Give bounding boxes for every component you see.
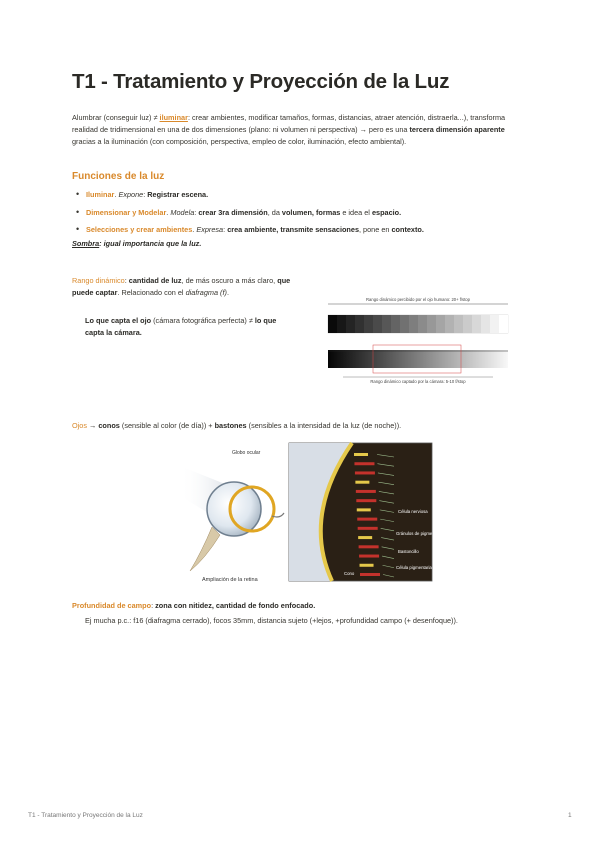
top-caption: Rango dinámico percibido por el ojo humano: 20+ f/stop (366, 297, 470, 302)
list-item (72, 221, 542, 239)
retina-cell (357, 518, 377, 521)
bottom-caption: Rango dinámico captado por la cámara: 5-10 f/stop (370, 379, 466, 384)
intro-paragraph (72, 112, 530, 147)
rango-label: Rango dinámico (72, 276, 125, 285)
ejemplo-line: Ej mucha p.c.: f16 (diafragma cerrado), focos 35mm, distancia sujeto (+lejos, +profundidad campo (+ desenfoque)). (85, 616, 458, 625)
retina-cell (360, 573, 380, 576)
retina-label: Célula nerviosa (398, 509, 428, 514)
gradient-step (328, 315, 337, 333)
rango-paragraph: Rango dinámico: cantidad de luz, de más oscuro a más claro, que puede captar. Relacionado con el diafragma (f). (72, 276, 291, 297)
retina-cell (354, 453, 368, 456)
funciones-heading: Funciones de la luz (72, 171, 165, 182)
profundidad-label: Profundidad de campo (72, 601, 152, 610)
gradient-step (400, 315, 409, 333)
func-bold: espacio. (371, 207, 402, 217)
top-step-bar (328, 315, 508, 333)
sep: : (194, 207, 199, 217)
ojos-label: Ojos (72, 421, 88, 430)
retina-cell (358, 527, 378, 530)
arrow: → (87, 421, 99, 430)
retina-cell (356, 490, 376, 493)
loque-bold: Lo que capta el ojo (85, 316, 152, 325)
sep: . (166, 207, 171, 217)
loque-text: (cámara fotográfica perfecta) ≠ (151, 316, 255, 325)
retina-label: Gránulos de pigmento (396, 531, 439, 536)
retina-cell (355, 481, 369, 484)
gradient-step (490, 315, 499, 333)
func-verb: Expone (118, 190, 144, 199)
sombra-term: Sombra (72, 239, 100, 248)
gradient-step (445, 315, 454, 333)
loque-bold: lo que capta la cámara. (85, 316, 277, 337)
gradient-step (454, 315, 463, 333)
list-item (72, 204, 542, 222)
ojos-bold: conos (98, 421, 120, 430)
sombra-line (72, 239, 201, 248)
retina-cell (359, 545, 379, 548)
func-bold: volumen, formas (281, 207, 341, 217)
func-bold: crear 3ra dimensión (198, 207, 268, 217)
sep: . (192, 225, 197, 234)
dynamic-range-figure (318, 294, 518, 388)
iluminar-term: iluminar (159, 113, 188, 122)
rango-text: . Relacionado con el (117, 287, 186, 297)
retina-panel (289, 443, 439, 581)
sep: . (114, 190, 119, 199)
retina-cell (358, 536, 372, 539)
gradient-step (337, 315, 346, 333)
gradient-step (472, 315, 481, 333)
page-number: 1 (568, 812, 572, 819)
retina-cell (360, 564, 374, 567)
rango-italic: diafragma (f) (185, 287, 227, 297)
rango-text: , de más oscuro a más claro, (181, 276, 278, 285)
rango-text: . (226, 287, 229, 297)
intro-text-3: gracias a la iluminación (con composición, perspectiva, empleo de color, iluminación, efecto ambiental). (72, 136, 407, 146)
func-bold: contexto. (391, 225, 424, 234)
bottom-gradient-bar (328, 350, 508, 368)
func-bold: crea ambiente, transmite sensaciones (227, 225, 359, 234)
label-ampliacion: Ampliación de la retina (202, 577, 258, 583)
gradient-step (346, 315, 355, 333)
retina-cell (356, 499, 376, 502)
retina-label: Célula pigmentaria (396, 565, 432, 570)
gradient-step (355, 315, 364, 333)
retina-label: Bastoncillo (398, 549, 419, 554)
optic-nerve (190, 527, 220, 571)
rango-bold: cantidad de luz (128, 276, 182, 285)
retina-cell (357, 508, 371, 511)
gradient-step (463, 315, 472, 333)
func-text: , da (267, 207, 282, 217)
gradient-step (373, 315, 382, 333)
func-verb: Expresa (196, 225, 224, 234)
retina-cell (359, 555, 379, 558)
rango-bold: que puede captar (72, 276, 291, 297)
func-text: e idea el (340, 207, 372, 217)
footer-title: T1 - Tratamiento y Proyección de la Luz (28, 812, 143, 819)
sep: : (223, 225, 228, 234)
ojos-paragraph (72, 421, 401, 430)
tercera-dimension-term: tercera dimensión aparente (409, 124, 505, 134)
profundidad-bold: zona con nitidez, cantidad de fondo enfocado. (155, 601, 316, 610)
func-verb: Modela (170, 207, 195, 217)
retina-cell (354, 462, 374, 465)
gradient-step (436, 315, 445, 333)
ojos-text: (sensibles a la intensidad de la luz (de noche)). (246, 421, 402, 430)
ojos-bold: bastones (214, 421, 247, 430)
eyeball (207, 482, 261, 536)
eye-retina-figure (172, 441, 439, 586)
gradient-step (427, 315, 436, 333)
label-globo-ocular: Globo ocular (232, 450, 261, 456)
ojos-text: (sensible al color (de día)) + (119, 421, 215, 430)
list-item (72, 186, 542, 204)
retina-cell (355, 471, 375, 474)
gradient-step (499, 315, 508, 333)
sep: : (143, 190, 148, 199)
func-label: Dimensionar y Modelar (86, 207, 167, 217)
gradient-step (391, 315, 400, 333)
func-label: Iluminar (86, 190, 115, 199)
func-bold: Registrar escena. (147, 190, 209, 199)
gradient-step (409, 315, 418, 333)
gradient-step (481, 315, 490, 333)
func-label: Selecciones y crear ambientes (86, 225, 193, 234)
profundidad-paragraph: Profundidad de campo: zona con nitidez, cantidad de fondo enfocado. (72, 601, 316, 610)
intro-text-1: Alumbrar (conseguir luz) ≠ (72, 113, 160, 122)
sombra-text: : igual importancia que la luz. (99, 239, 202, 248)
func-text: , pone en (359, 225, 392, 234)
retina-label: Cono (344, 571, 355, 576)
loque-paragraph (85, 315, 295, 338)
funciones-list (72, 186, 542, 239)
gradient-step (382, 315, 391, 333)
intro-text-2: : crear ambientes, modificar tamaños, formas, distancias, atraer atención, distraerla...), transforma realidad de tridimensional en una de dos dimensiones (plano: ni volumen ni perspectiva) → pero es una (72, 113, 506, 134)
gradient-step (418, 315, 427, 333)
page-title: T1 - Tratamiento y Proyección de la Luz (72, 70, 450, 93)
gradient-step (364, 315, 373, 333)
